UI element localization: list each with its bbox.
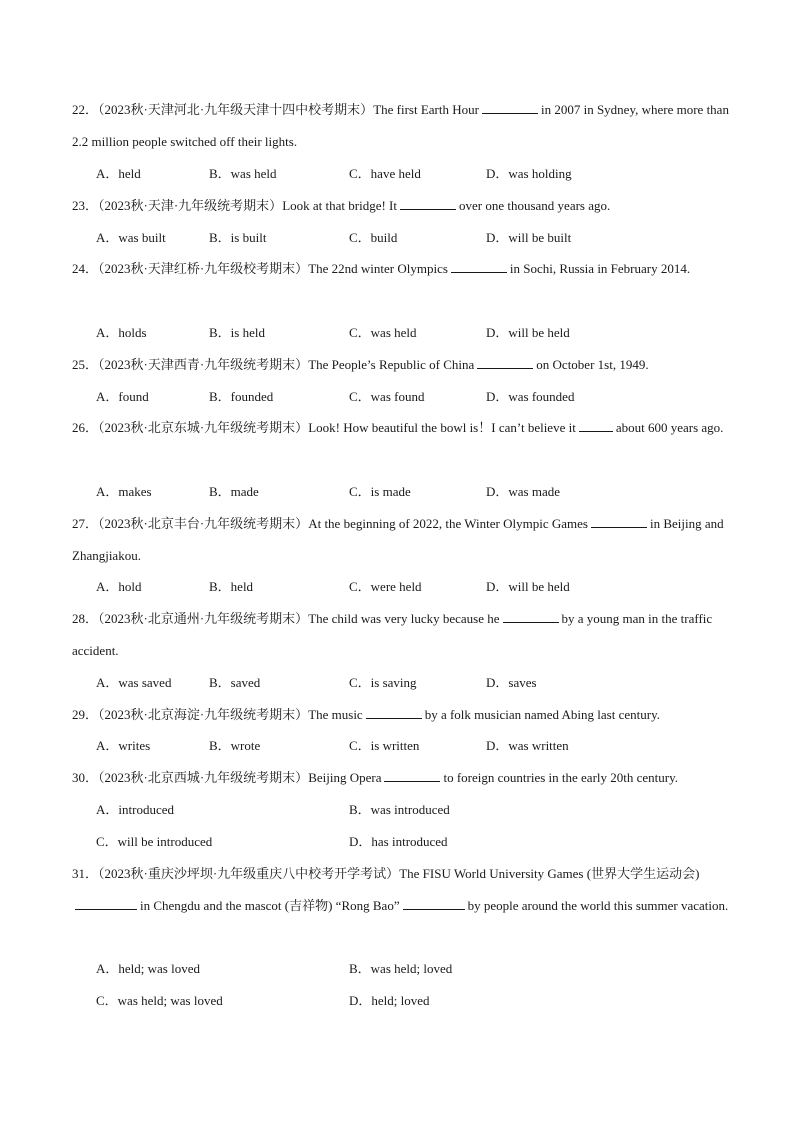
question-text: by a young man in the traffic accident. — [72, 611, 713, 658]
option-b[interactable]: B．was held; loved — [349, 961, 453, 976]
option-c[interactable]: C．is written — [349, 738, 420, 753]
option-d[interactable]: D．was written — [486, 738, 569, 753]
question-number: 30． — [72, 770, 99, 785]
question-source: （2023秋·北京海淀·九年级统考期末） — [98, 707, 309, 722]
options-28 — [96, 671, 736, 695]
options-24 — [96, 321, 736, 345]
question-30 — [72, 762, 732, 794]
option-d[interactable]: D．will be held — [486, 579, 570, 594]
question-text: At the beginning of 2022, the Winter Olympic Games — [308, 516, 588, 531]
question-text: in Beijing and Zhangjiakou. — [72, 516, 724, 563]
answer-blank — [591, 515, 647, 528]
option-b[interactable]: B．is built — [209, 230, 267, 245]
question-text: by a folk musician named Abing last century. — [424, 707, 660, 722]
answer-blank — [579, 419, 613, 432]
options-22 — [96, 162, 736, 186]
question-text: The music — [308, 707, 363, 722]
question-22 — [72, 94, 732, 158]
question-text: about 600 years ago. — [615, 420, 724, 435]
option-d[interactable]: D．was made — [486, 484, 561, 499]
option-b[interactable]: B．saved — [209, 675, 261, 690]
option-a[interactable]: A．introduced — [96, 802, 174, 817]
option-d[interactable]: D．has introduced — [349, 834, 448, 849]
question-source: （2023秋·天津西青·九年级统考期末） — [98, 357, 309, 372]
option-d[interactable]: D．will be built — [486, 230, 572, 245]
question-text: The FISU World University Games (世界大学生运动会) — [399, 866, 700, 881]
question-number: 28． — [72, 611, 99, 626]
question-28 — [72, 603, 732, 667]
question-source: （2023秋·北京通州·九年级统考期末） — [98, 611, 309, 626]
question-text: in Chengdu and the mascot (吉祥物) “Rong Bao” — [140, 898, 400, 913]
option-b[interactable]: B．founded — [209, 389, 274, 404]
question-number: 29． — [72, 707, 99, 722]
option-d[interactable]: D．was holding — [486, 166, 572, 181]
option-c[interactable]: C．will be introduced — [96, 834, 213, 849]
option-c[interactable]: C．were held — [349, 579, 422, 594]
option-c[interactable]: C．was found — [349, 389, 425, 404]
question-text: Beijing Opera — [308, 770, 382, 785]
option-d[interactable]: D．saves — [486, 675, 537, 690]
answer-blank — [477, 356, 533, 369]
options-23 — [96, 226, 736, 250]
options-27 — [96, 575, 736, 599]
options-30-row2 — [96, 830, 736, 854]
question-number: 26． — [72, 420, 99, 435]
answer-blank-2 — [403, 897, 465, 910]
question-text: on October 1st, 1949. — [536, 357, 649, 372]
option-c[interactable]: C．is saving — [349, 675, 417, 690]
question-text: Look! How beautiful the bowl is！I can’t believe it — [308, 420, 576, 435]
option-b[interactable]: B．made — [209, 484, 259, 499]
question-text: Look at that bridge! It — [282, 198, 397, 213]
option-b[interactable]: B．is held — [209, 325, 265, 340]
option-a[interactable]: A．held; was loved — [96, 961, 200, 976]
question-text: over one thousand years ago. — [459, 198, 611, 213]
option-b[interactable]: B．was held — [209, 166, 277, 181]
question-source: （2023秋·天津河北·九年级天津十四中校考期末） — [98, 102, 374, 117]
options-31-row1 — [96, 957, 736, 981]
option-a[interactable]: A．holds — [96, 325, 147, 340]
option-a[interactable]: A．makes — [96, 484, 152, 499]
option-d[interactable]: D．was founded — [486, 389, 575, 404]
option-b[interactable]: B．was introduced — [349, 802, 450, 817]
question-source: （2023秋·天津红桥·九年级校考期末） — [98, 261, 309, 276]
question-source: （2023秋·天津·九年级统考期末） — [98, 198, 283, 213]
option-a[interactable]: A．held — [96, 166, 141, 181]
answer-blank — [366, 706, 422, 719]
option-a[interactable]: A．was built — [96, 230, 166, 245]
answer-blank — [400, 197, 456, 210]
option-a[interactable]: A．writes — [96, 738, 151, 753]
answer-blank — [503, 610, 559, 623]
question-number: 24． — [72, 261, 99, 276]
question-26 — [72, 412, 732, 444]
question-text: in Sochi, Russia in February 2014. — [509, 261, 691, 276]
question-text: The 22nd winter Olympics — [308, 261, 448, 276]
option-c[interactable]: C．was held; was loved — [96, 993, 223, 1008]
question-source: （2023秋·北京东城·九年级统考期末） — [98, 420, 309, 435]
option-a[interactable]: A．was saved — [96, 675, 172, 690]
option-c[interactable]: C．build — [349, 230, 398, 245]
option-c[interactable]: C．have held — [349, 166, 421, 181]
option-c[interactable]: C．is made — [349, 484, 411, 499]
option-d[interactable]: D．held; loved — [349, 993, 430, 1008]
options-30-row1 — [96, 798, 736, 822]
question-25 — [72, 349, 732, 381]
options-25 — [96, 385, 736, 409]
question-source: （2023秋·北京丰台·九年级统考期末） — [98, 516, 309, 531]
options-26 — [96, 480, 736, 504]
question-text: The People’s Republic of China — [308, 357, 475, 372]
question-text: in 2007 in Sydney, where more than 2.2 million people switched off their lights. — [72, 102, 729, 149]
option-d[interactable]: D．will be held — [486, 325, 570, 340]
question-number: 23． — [72, 198, 99, 213]
question-27 — [72, 508, 732, 572]
option-a[interactable]: A．found — [96, 389, 149, 404]
options-31-row2 — [96, 989, 736, 1013]
question-24 — [72, 253, 732, 285]
answer-blank — [482, 101, 538, 114]
option-c[interactable]: C．was held — [349, 325, 417, 340]
question-source: （2023秋·重庆沙坪坝·九年级重庆八中校考开学考试） — [98, 866, 400, 881]
answer-blank — [384, 769, 440, 782]
question-source: （2023秋·北京西城·九年级统考期末） — [98, 770, 309, 785]
question-text: The first Earth Hour — [373, 102, 479, 117]
answer-blank — [451, 260, 507, 273]
question-number: 31． — [72, 866, 99, 881]
question-31 — [72, 858, 732, 922]
options-29 — [96, 734, 736, 758]
question-number: 25． — [72, 357, 99, 372]
question-text: to foreign countries in the early 20th century. — [443, 770, 679, 785]
option-b[interactable]: B．wrote — [209, 738, 261, 753]
question-number: 22． — [72, 102, 99, 117]
question-number: 27． — [72, 516, 99, 531]
question-23 — [72, 190, 732, 222]
question-29 — [72, 699, 732, 731]
question-text: The child was very lucky because he — [308, 611, 500, 626]
option-a[interactable]: A．hold — [96, 579, 142, 594]
question-text: by people around the world this summer vacation. — [467, 898, 729, 913]
answer-blank-1 — [75, 897, 137, 910]
option-b[interactable]: B．held — [209, 579, 254, 594]
